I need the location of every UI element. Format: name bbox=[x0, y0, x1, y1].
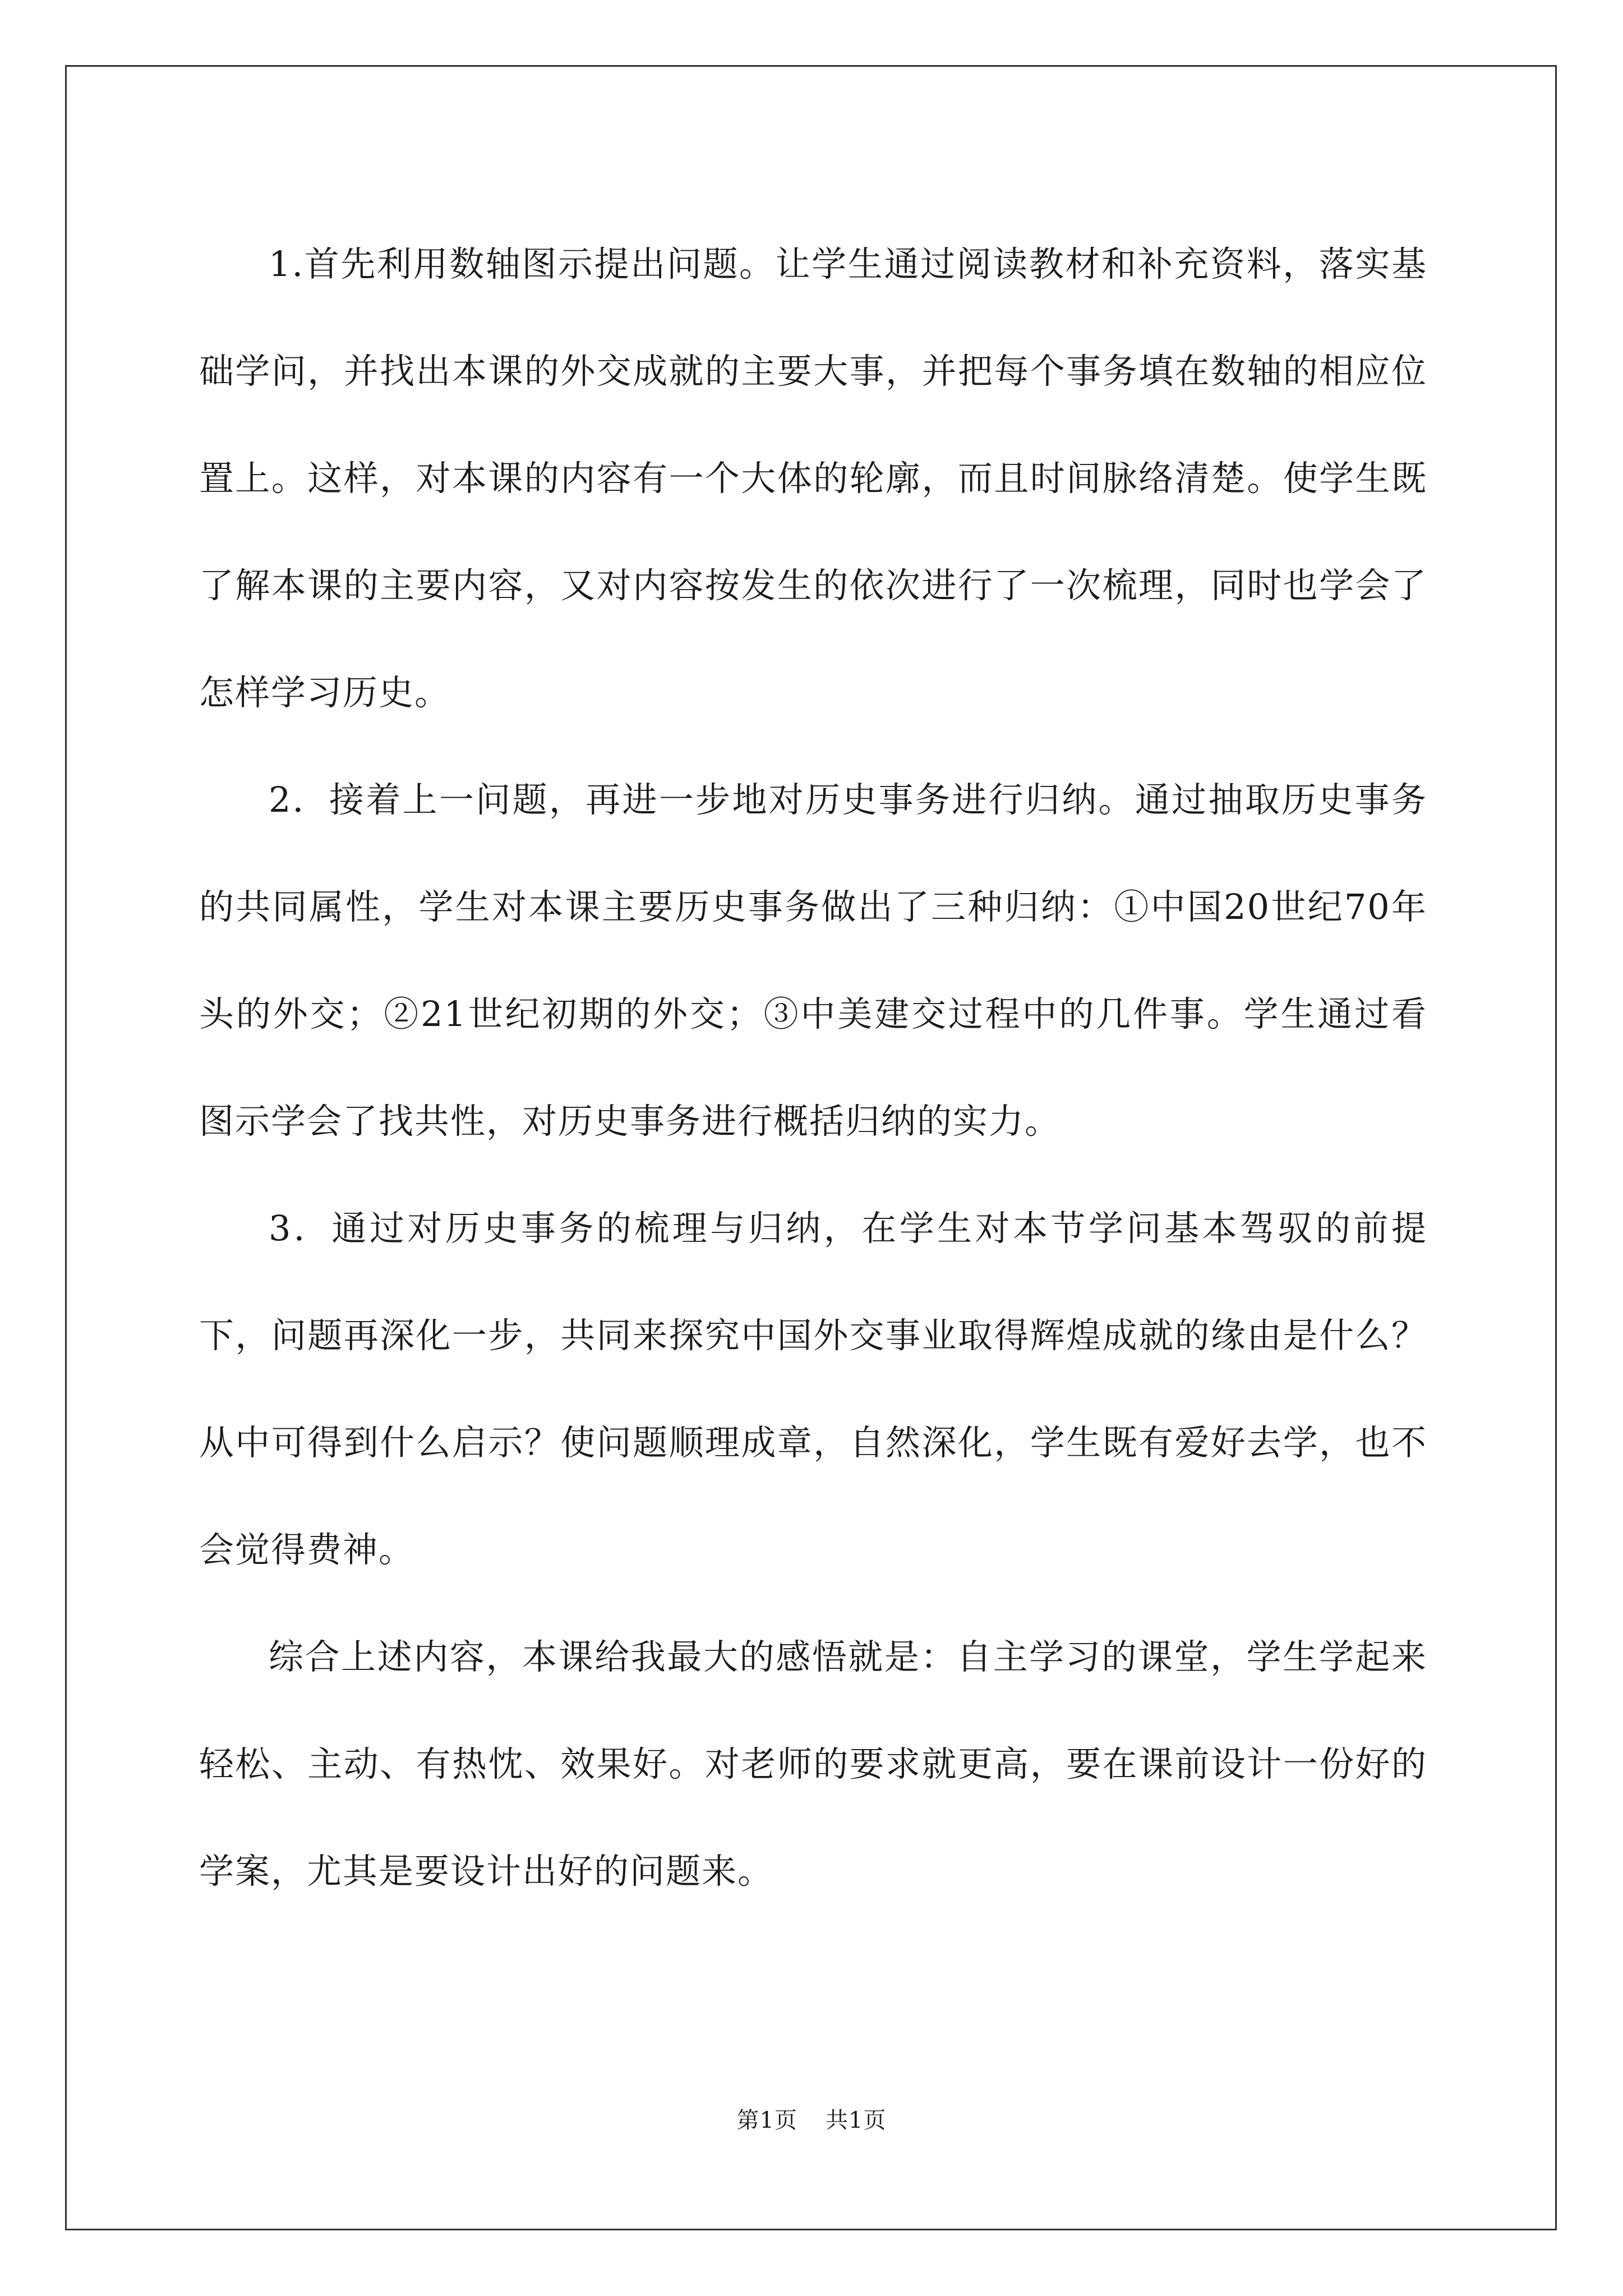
page-number: 第1页 bbox=[736, 2108, 797, 2133]
paragraph-2: 2．接着上一问题，再进一步地对历史事务进行归纳。通过抽取历史事务的共同属性，学生对本课主要历史事务做出了三种归纳：①中国20世纪70年头的外交；②21世纪初期的外交；③中美建交过程中的几件事。学生通过看图示学会了找共性，对历史事务进行概括归纳的实力。 bbox=[199, 779, 1427, 1142]
paragraph-3: 3．通过对历史事务的梳理与归纳，在学生对本节学问基本驾驭的前提下，问题再深化一步，共同来探究中国外交事业取得辉煌成就的缘由是什么？从中可得到什么启示？使问题顺理成章，自然深化，学生既有爱好去学，也不会觉得费神。 bbox=[199, 1208, 1427, 1570]
page-total: 共1页 bbox=[826, 2108, 887, 2133]
paragraph-4: 综合上述内容，本课给我最大的感悟就是：自主学习的课堂，学生学起来轻松、主动、有热忱、效果好。对老师的要求就更高，要在课前设计一份好的学案，尤其是要设计出好的问题来。 bbox=[199, 1636, 1427, 1892]
document-body bbox=[199, 210, 1427, 1925]
page-footer bbox=[0, 2104, 1623, 2137]
paragraph-1: 1.首先利用数轴图示提出问题。让学生通过阅读教材和补充资料，落实基础学问，并找出本课的外交成就的主要大事，并把每个事务填在数轴的相应位置上。这样，对本课的内容有一个大体的轮廓，而且时间脉络清楚。使学生既了解本课的主要内容，又对内容按发生的依次进行了一次梳理，同时也学会了怎样学习历史。 bbox=[199, 243, 1427, 713]
